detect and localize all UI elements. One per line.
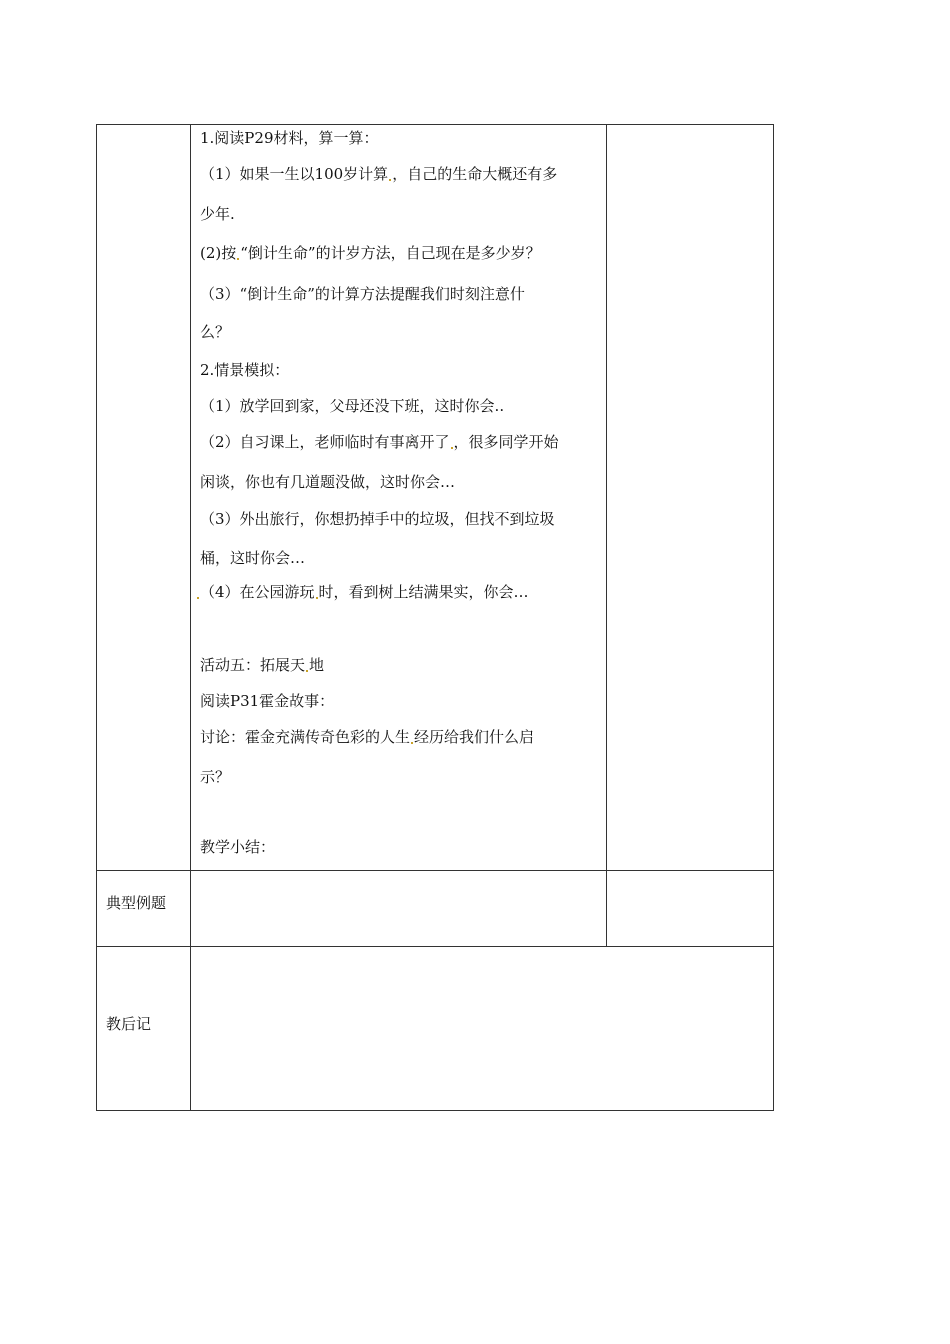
table-border-right xyxy=(773,124,774,1111)
table-border-bottom xyxy=(96,1110,774,1111)
content-line: （1）放学回到家，父母还没下班，这时你会.. xyxy=(200,397,505,415)
table-column-divider-2 xyxy=(606,124,607,947)
annotation-mark xyxy=(237,258,239,260)
content-line: 少年. xyxy=(200,205,235,223)
annotation-mark xyxy=(306,670,308,672)
row-label-post-lesson-notes: 教后记 xyxy=(106,1015,152,1033)
content-line: 么？ xyxy=(200,323,231,341)
content-line: （2）自习课上，老师临时有事离开了 ，很多同学开始 xyxy=(200,433,559,451)
annotation-mark xyxy=(389,179,391,181)
annotation-mark xyxy=(411,742,413,744)
content-line: 讨论：霍金充满传奇色彩的人生 经历给我们什么启 xyxy=(200,728,535,746)
annotation-mark xyxy=(316,597,318,599)
annotation-mark xyxy=(451,447,453,449)
table-row-divider-2 xyxy=(96,946,774,947)
row-label-typical-examples: 典型例题 xyxy=(106,894,167,912)
annotation-mark xyxy=(197,597,199,599)
table-column-divider-1 xyxy=(190,124,191,1111)
table-border-top xyxy=(96,124,774,125)
content-line: 闲谈，你也有几道题没做，这时你会… xyxy=(200,473,456,491)
content-line: 示？ xyxy=(200,768,231,786)
content-line: 教学小结： xyxy=(200,838,276,856)
content-line: （3）外出旅行，你想扔掉手中的垃圾，但找不到垃圾 xyxy=(200,510,555,528)
content-line: 桶，这时你会… xyxy=(200,549,306,567)
content-line: （4）在公园游玩 时，看到树上结满果实，你会… xyxy=(196,582,529,602)
content-line: （1）如果一生以100岁计算 ，自己的生命大概还有多 xyxy=(200,165,558,183)
content-line: 活动五：拓展天 地 xyxy=(200,656,325,674)
content-line: (2)按 “倒计生命”的计岁方法，自己现在是多少岁？ xyxy=(200,244,541,262)
content-line: 阅读P31霍金故事： xyxy=(200,692,335,710)
table-border-left xyxy=(96,124,97,1111)
content-line: （3）“倒计生命”的计算方法提醒我们时刻注意什 xyxy=(200,285,525,303)
content-line: 2.情景模拟： xyxy=(200,361,290,379)
table-row-divider-1 xyxy=(96,870,774,871)
content-line: 1.阅读P29材料，算一算： xyxy=(200,129,379,147)
